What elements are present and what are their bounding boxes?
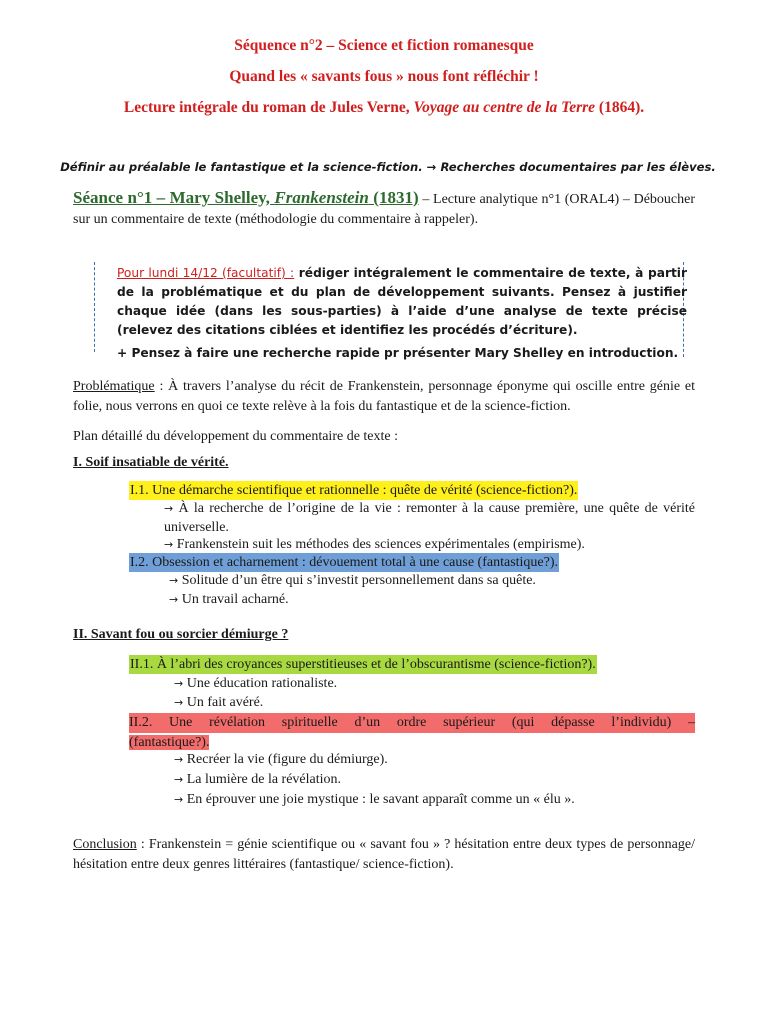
arrow-icon: →	[174, 753, 184, 766]
part2-sub1-point1: → Une éducation rationaliste.	[174, 676, 338, 691]
assignment-extra: + Pensez à faire une recherche rapide pr présenter Mary Shelley en introduction.	[117, 346, 679, 360]
problematique: Problématique : À travers l’analyse du récit de Frankenstein, personnage éponyme qui oscille entre génie et folie, nous verrons en quoi ce texte relève à la fois du fantastique et de la science-fiction.	[73, 379, 695, 414]
part1-sub2-title: I.2. Obsession et acharnement : dévouement total à une cause (fantastique?).	[130, 555, 559, 570]
seance-heading	[73, 188, 695, 230]
sequence-subtitle: Quand les « savants fous » nous font réfléchir !	[229, 68, 539, 85]
part1-title: I. Soif insatiable de vérité.	[73, 455, 229, 470]
arrow-icon: →	[174, 793, 184, 806]
part2-sub2-point3: → En éprouver une joie mystique : le savant apparaît comme un « élu ».	[174, 792, 575, 807]
arrow-icon: →	[174, 677, 184, 690]
assignment-paragraph: Pour lundi 14/12 (facultatif) : rédiger intégralement le commentaire de texte, à partir de la problématique et du plan de développement suivants. Pensez à justifier chaque idée (dans les sous-parties) à l’aide d’une analyse de texte précise (relevez des citations ciblées et identifiez les procédés d’écriture).	[117, 266, 687, 337]
conclusion: Conclusion : Frankenstein = génie scientifique ou « savant fou » ? hésitation entre deux types de personnage/ hésitation entre deux genres littéraires (fantastique/ science-fiction).	[73, 837, 695, 872]
part2-title: II. Savant fou ou sorcier démiurge ?	[73, 627, 289, 642]
novel-reading-line: Lecture intégrale du roman de Jules Verne, Voyage au centre de la Terre (1864).	[123, 99, 645, 116]
problematique-label: Problématique	[73, 379, 155, 394]
arrow-icon: →	[164, 502, 174, 515]
conclusion-label: Conclusion	[73, 837, 137, 852]
arrow-icon: →	[174, 773, 184, 786]
part1-sub2-point1: → Solitude d’un être qui s’investit personnellement dans sa quête.	[169, 573, 536, 588]
seance-title: Séance n°1 – Mary Shelley, Frankenstein (1831)	[73, 188, 419, 207]
part2-sub1-title: II.1. À l’abri des croyances superstitieuses et de l’obscurantisme (science-fiction?).	[130, 657, 596, 672]
novel-title: Voyage au centre de la Terre	[413, 99, 596, 116]
seance-description: – Lecture analytique n°1 (ORAL4) – Déboucher sur un commentaire de texte (méthodologie du commentaire à rappeler).	[73, 192, 695, 227]
assignment-box	[117, 264, 687, 363]
arrow-icon: →	[169, 574, 179, 587]
part1-sub1-point2: → Frankenstein suit les méthodes des sciences expérimentales (empirisme).	[164, 537, 585, 552]
part2-sub2-point2: → La lumière de la révélation.	[174, 772, 342, 787]
sequence-title: Séquence n°2 – Science et fiction romanesque	[234, 37, 534, 54]
arrow-icon: →	[169, 593, 179, 606]
part2-sub1-point2: → Un fait avéré.	[174, 695, 264, 710]
part2-sub2-point1: → Recréer la vie (figure du démiurge).	[174, 752, 388, 767]
intro-instructions: Définir au préalable le fantastique et la science-fiction. → Recherches documentaires par les élèves.	[60, 160, 716, 174]
arrow-icon: →	[426, 160, 437, 174]
part1-sub1-point1: → À la recherche de l’origine de la vie : remonter à la cause première, une quête de vérité universelle.	[164, 501, 696, 535]
arrow-icon: →	[164, 538, 174, 551]
frame-dashed-left	[94, 262, 95, 352]
assignment-label: Pour lundi 14/12 (facultatif) :	[117, 266, 295, 280]
plan-intro: Plan détaillé du développement du commentaire de texte :	[73, 429, 399, 444]
arrow-icon: →	[174, 696, 184, 709]
part1-sub2-point2: → Un travail acharné.	[169, 592, 289, 607]
part2-sub2-title: II.2. Une révélation spirituelle d’un ordre supérieur (qui dépasse l’individu) – (fantastique?).	[129, 715, 695, 750]
part1-sub1-title: I.1. Une démarche scientifique et rationnelle : quête de vérité (science-fiction?).	[130, 483, 578, 498]
